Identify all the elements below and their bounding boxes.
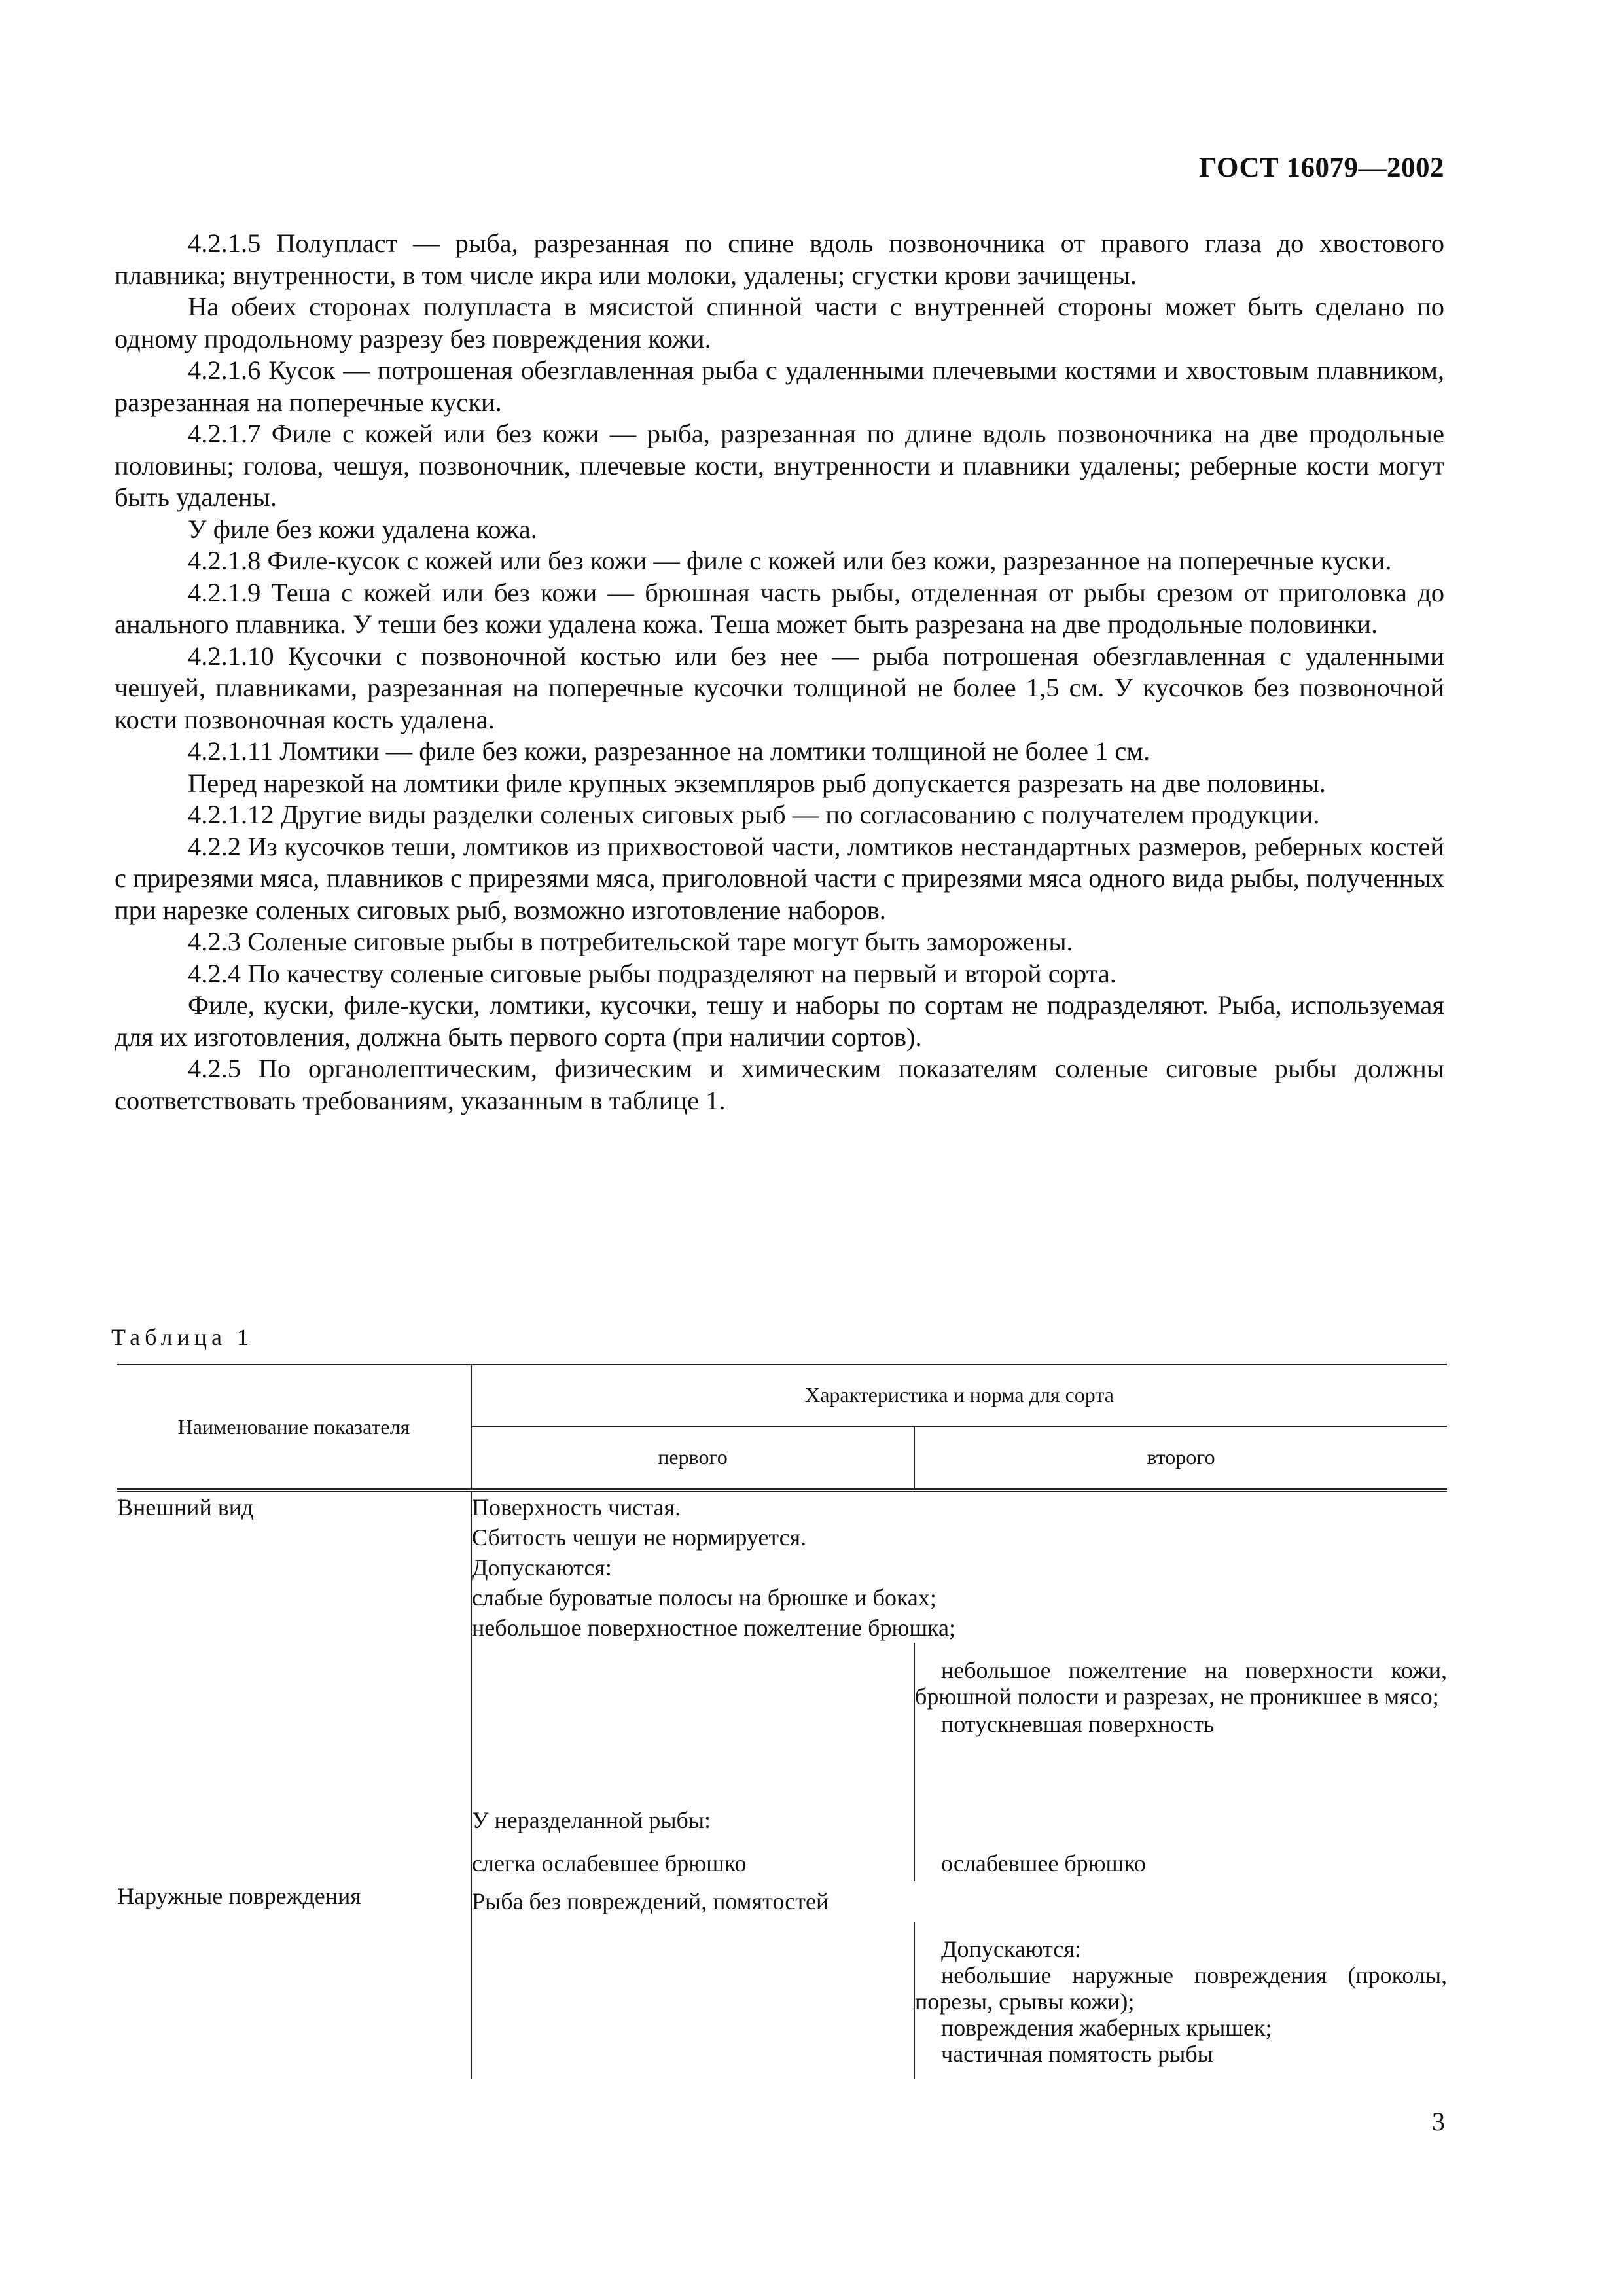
paragraph: 4.2.3 Соленые сиговые рыбы в потребительской таре могут быть заморожены.: [188, 927, 1073, 956]
appearance-first-empty: [471, 1643, 914, 1793]
quality-table: [117, 1364, 1447, 2079]
header-indicator-name: Наименование показателя: [117, 1365, 471, 1490]
paragraph: 4.2.1.10 Кусочки с позвоночной костью или без нее — рыба потрошеная обезглавленная с удаленными чешуей, плавниками, разрезанная на поперечные кусочки толщиной не более 1,5 см. У кусочков без позвоночной кости позвоночная кость удалена.: [115, 641, 1444, 734]
appearance-second-extra: [914, 1643, 1447, 1793]
appearance-common: [471, 1490, 1447, 1643]
standard-number: ГОСТ 16079—2002: [1199, 152, 1444, 183]
damage-common: Рыба без повреждений, помятостей: [472, 1888, 829, 1914]
table-line: Допускаются:: [941, 1936, 1081, 1962]
paragraph: 4.2.1.6 Кусок — потрошеная обезглавленная рыба с удаленными плечевыми костями и хвостовым плавником, разрезанная на поперечные куски.: [115, 355, 1444, 417]
paragraph: У филе без кожи удалена кожа.: [188, 514, 537, 544]
table-line: ослабевшее брюшко: [941, 1850, 1146, 1876]
body-text: [115, 228, 1444, 1117]
damage-second: [914, 1922, 1447, 2079]
header-characteristic: Характеристика и норма для сорта: [471, 1365, 1447, 1426]
page-number: 3: [1432, 2107, 1445, 2136]
table-line: небольшое пожелтение на поверхности кожи, брюшной полости и разрезах, не проникшее в мясо;: [915, 1657, 1448, 1710]
table-line: повреждения жаберных крышек;: [941, 2015, 1272, 2041]
table-caption: Таблица 1: [111, 1324, 253, 1350]
paragraph: 4.2.1.8 Филе-кусок с кожей или без кожи — филе с кожей или без кожи, разрезанное на поперечные куски.: [188, 546, 1392, 575]
table-line: Поверхность чистая.: [472, 1494, 681, 1520]
table-line: Допускаются:: [472, 1554, 612, 1581]
table-line: слабые буроватые полосы на брюшке и боках;: [472, 1585, 936, 1611]
paragraph: 4.2.2 Из кусочков теши, ломтиков из прихвостовой части, ломтиков нестандартных размеров, реберных костей с прирезями мяса, плавников с прирезями мяса, приголовной части с прирезями мяса одного вида рыбы, полученных при нарезке соленых сиговых рыб, возможно изготовление наборов.: [115, 831, 1444, 925]
appearance-second-empty: [914, 1793, 1447, 1837]
paragraph: 4.2.4 По качеству соленые сиговые рыбы подразделяют на первый и второй сорта.: [188, 958, 1117, 988]
paragraph: Перед нарезкой на ломтики филе крупных экземпляров рыб допускается разрезать на две половины.: [188, 768, 1326, 798]
paragraph: 4.2.5 По органолептическим, физическим и химическим показателям соленые сиговые рыбы должны соответствовать требованиям, указанным в таблице 1.: [115, 1054, 1444, 1115]
appearance-second-belly: [914, 1837, 1447, 1881]
row-name-appearance: Внешний вид: [117, 1490, 471, 1881]
paragraph: 4.2.1.12 Другие виды разделки соленых сиговых рыб — по согласованию с получателем продукции.: [188, 800, 1320, 829]
header-first-grade: первого: [471, 1426, 914, 1490]
table-line: частичная помятость рыбы: [941, 2041, 1213, 2067]
paragraph: 4.2.1.5 Полупласт — рыба, разрезанная по спине вдоль позвоночника от правого глаза до хвостового плавника; внутренности, в том числе икра или молоки, удалены; сгустки крови зачищены.: [115, 228, 1444, 290]
paragraph: На обеих сторонах полупласта в мясистой спинной части с внутренней стороны может быть сделано по одному продольному разрезу без повреждения кожи.: [115, 292, 1444, 353]
paragraph: 4.2.1.11 Ломтики — филе без кожи, разрезанное на ломтики толщиной не более 1 см.: [188, 736, 1150, 766]
paragraph: 4.2.1.7 Филе с кожей или без кожи — рыба, разрезанная по длине вдоль позвоночника на две продольные половины; голова, чешуя, позвоночник, плечевые кости, внутренности и плавники удалены; реберные кости могут быть удалены.: [115, 419, 1444, 512]
row-name-damage: Наружные повреждения: [117, 1881, 471, 2079]
paragraph: Филе, куски, филе-куски, ломтики, кусочки, тешу и наборы по сортам не подразделяют. Рыба, используемая для их изготовления, должна быть первого сорта (при наличии сортов).: [115, 990, 1444, 1052]
damage-first-empty: [471, 1922, 914, 2079]
appearance-ungutted-label: У неразделанной рыбы:: [471, 1793, 914, 1837]
table-line: небольшие наружные повреждения (проколы, порезы, срывы кожи);: [915, 1962, 1448, 2015]
table-line: Сбитость чешуи не нормируется.: [472, 1524, 807, 1551]
paragraph: 4.2.1.9 Теша с кожей или без кожи — брюшная часть рыбы, отделенная от рыбы срезом от приголовка до анального плавника. У теши без кожи удалена кожа. Теша может быть разрезана на две продольные половинки.: [115, 577, 1444, 639]
header-second-grade: второго: [914, 1426, 1447, 1490]
table-line: небольшое поверхностное пожелтение брюшка;: [472, 1615, 955, 1641]
appearance-first-belly: слегка ослабевшее брюшко: [471, 1837, 914, 1881]
table-line: потускневшая поверхность: [941, 1711, 1215, 1737]
